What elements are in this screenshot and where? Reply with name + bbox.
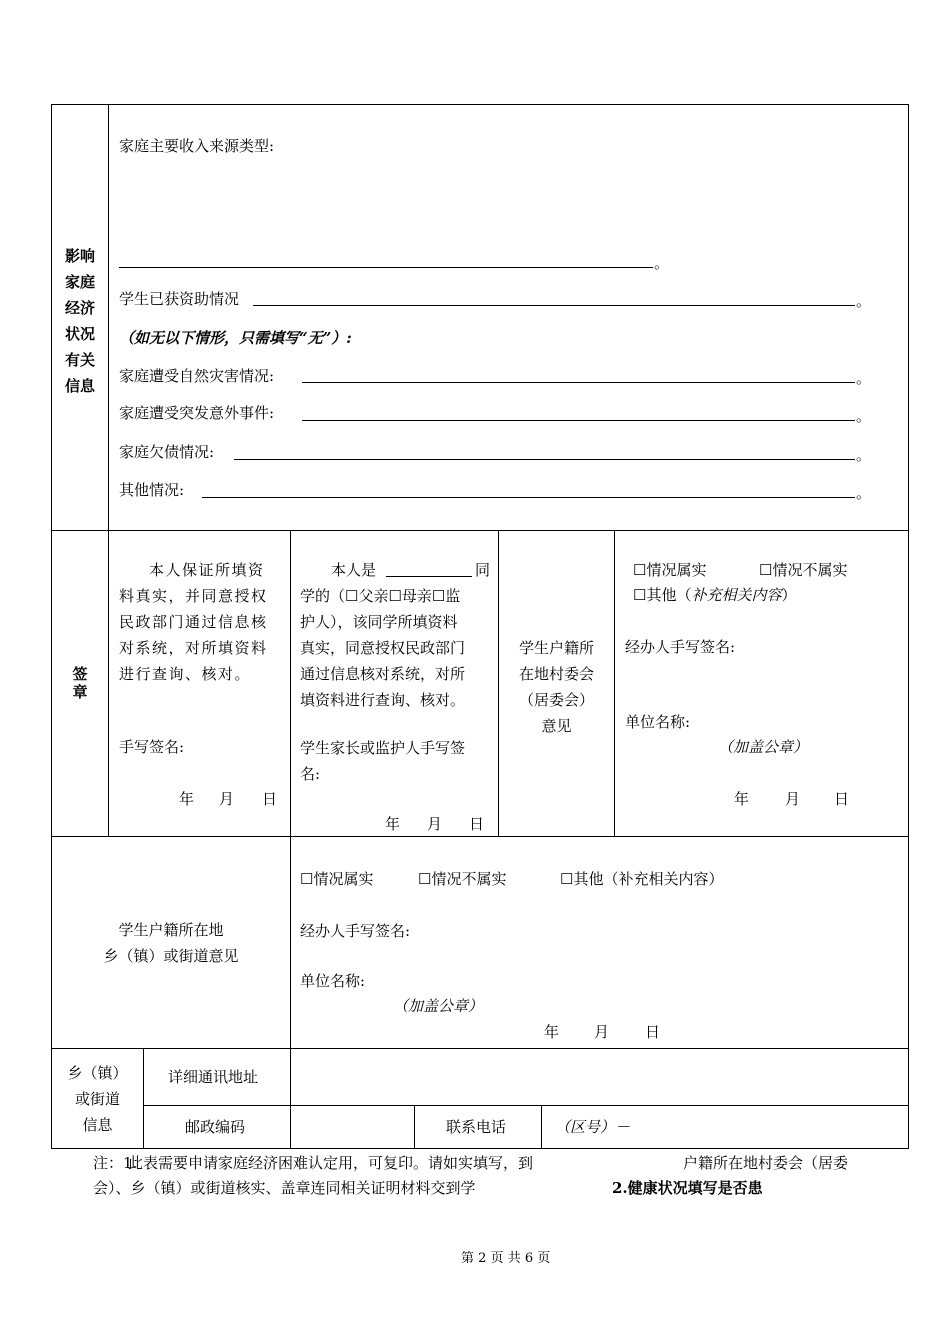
income-source-label: 家庭主要收入来源类型:: [119, 137, 275, 155]
township-handler-signature[interactable]: 经办人手写签名:: [300, 922, 411, 940]
table-divider: [290, 530, 291, 1149]
period-mark: 。: [856, 446, 872, 464]
debt-label: 家庭欠债情况:: [119, 443, 215, 461]
township-option-other[interactable]: ☐其他（补充相关内容）: [560, 870, 724, 888]
page-number: 第 2 页 共 6 页: [461, 1251, 551, 1266]
table-border-top: [51, 104, 909, 105]
table-divider: [414, 1105, 415, 1149]
parent-statement: 学的（☐父亲☐母亲☐监 护人），该同学所填资料 真实，同意授权民政部门 通过信息核对系统，对所 填资料进行查询、核对。: [300, 587, 466, 709]
table-divider: [143, 1048, 144, 1149]
township-date-year: 年: [544, 1023, 560, 1041]
side-label-economic: 影响 家庭 经济 状况 有关 信息: [64, 247, 95, 395]
other-situation-label: 其他情况:: [119, 481, 185, 499]
village-date-year: 年: [734, 790, 750, 808]
table-divider: [541, 1105, 542, 1149]
parent-date-year: 年: [385, 815, 401, 833]
debt-field[interactable]: [234, 459, 855, 460]
township-unit-name[interactable]: 单位名称:: [300, 972, 366, 990]
side-label-signature: 签 章: [72, 665, 88, 701]
parent-signature-label[interactable]: 学生家长或监护人手写签 名:: [300, 739, 466, 783]
period-mark: 。: [856, 369, 872, 387]
accident-label: 家庭遭受突发意外事件:: [119, 404, 275, 422]
period-mark: 。: [856, 407, 872, 425]
student-statement: 本人保证所填资 料真实，并同意授权 民政部门通过信息核 对系统，对所填资料 进行查询、核对。: [119, 561, 268, 683]
village-date-day: 日: [834, 790, 850, 808]
footnote-line1-prefix: 注：1.: [93, 1154, 138, 1172]
table-divider: [614, 530, 615, 837]
village-committee-label: 学生户籍所 在地村委会 （居委会） 意见: [518, 639, 594, 735]
township-seal: （加盖公章）: [393, 997, 484, 1015]
table-divider: [143, 1105, 909, 1106]
township-date-month: 月: [594, 1023, 610, 1041]
phone-field[interactable]: （区号）－: [555, 1118, 631, 1136]
period-mark: 。: [856, 484, 872, 502]
village-handler-signature[interactable]: 经办人手写签名:: [625, 638, 736, 656]
address-label: 详细通讯地址: [168, 1068, 259, 1086]
table-divider: [51, 1048, 909, 1049]
income-source-field[interactable]: [119, 267, 653, 268]
period-mark: 。: [654, 254, 670, 272]
parent-stmt-intro: 本人是: [331, 561, 377, 579]
village-option-true[interactable]: ☐情况属实: [633, 561, 707, 579]
village-option-false[interactable]: ☐情况不属实: [759, 561, 848, 579]
aid-status-label: 学生已获资助情况: [119, 290, 240, 308]
village-date-month: 月: [785, 790, 801, 808]
period-mark: 。: [856, 292, 872, 310]
parent-stmt-classmate: 同: [475, 561, 491, 579]
student-date-year: 年: [179, 790, 195, 808]
natural-disaster-field[interactable]: [302, 382, 855, 383]
postal-code-field[interactable]: [292, 1107, 412, 1147]
student-date-day: 日: [262, 790, 278, 808]
phone-label: 联系电话: [446, 1118, 507, 1136]
footnote-line1-text: 此表需要申请家庭经济困难认定用，可复印。请如实填写，到: [128, 1154, 534, 1172]
township-date-day: 日: [645, 1023, 661, 1041]
natural-disaster-label: 家庭遭受自然灾害情况:: [119, 367, 275, 385]
student-name-field[interactable]: [386, 576, 472, 577]
table-divider: [51, 836, 909, 837]
fill-none-note: （如无以下情形，只需填写“无”）:: [119, 329, 352, 347]
footnote-line2-end: 2.健康状况填写是否患: [612, 1179, 763, 1197]
aid-status-field[interactable]: [253, 305, 855, 306]
postal-code-label: 邮政编码: [185, 1118, 246, 1136]
other-situation-field[interactable]: [202, 497, 855, 498]
student-signature-label[interactable]: 手写签名:: [119, 738, 185, 756]
parent-date-day: 日: [469, 815, 485, 833]
table-border-bottom: [51, 1148, 909, 1149]
parent-date-month: 月: [427, 815, 443, 833]
student-date-month: 月: [219, 790, 235, 808]
footnote-line2-text: 会）、乡（镇）或街道核实、盖章连同相关证明材料交到学: [93, 1179, 476, 1197]
address-field[interactable]: [292, 1050, 906, 1103]
table-divider: [51, 530, 909, 531]
township-opinion-label: 学生户籍所在地 乡（镇）或街道意见: [103, 921, 239, 965]
accident-field[interactable]: [302, 420, 855, 421]
footnote-line1-end: 户籍所在地村委会（居委: [683, 1154, 849, 1172]
village-option-other[interactable]: ☐其他（补充相关内容）: [633, 586, 797, 604]
township-option-true[interactable]: ☐情况属实: [300, 870, 374, 888]
table-border-right: [908, 104, 909, 1149]
township-option-false[interactable]: ☐情况不属实: [418, 870, 507, 888]
township-info-label: 乡（镇） 或街道 信息: [67, 1064, 128, 1134]
table-divider: [108, 104, 109, 837]
table-border-left: [51, 104, 52, 1149]
village-unit-name[interactable]: 单位名称:: [625, 713, 691, 731]
village-seal: （加盖公章）: [718, 738, 809, 756]
